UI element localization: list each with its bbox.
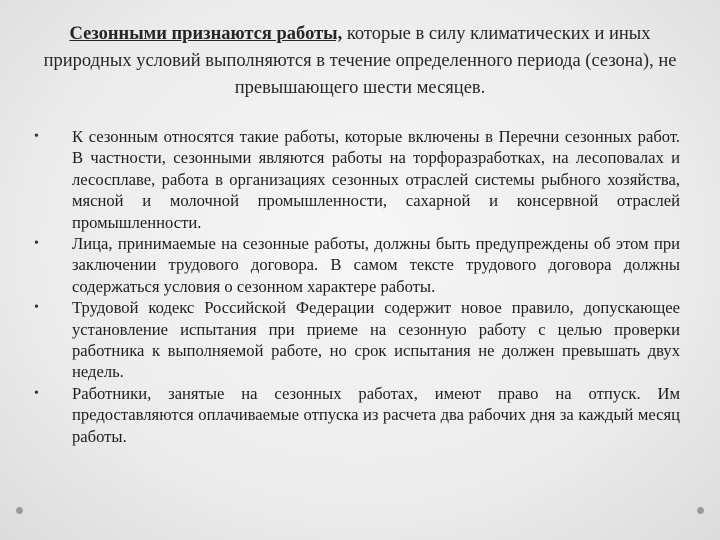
bullet-text: К сезонным относятся такие работы, которые включены в Перечни сезонных работ. В частности, сезонными являются работы на торфоразработках, на лесоповалах и лесосплаве, работа в организациях сезонных отраслей системы рыбного хозяйства, мясной и молочной промышленности, сахарной и консервной отраслей промышленности.	[72, 127, 680, 232]
corner-dot-left-icon	[16, 507, 23, 514]
bullet-dot-icon: •	[34, 385, 39, 401]
bullet-dot-icon: •	[34, 236, 39, 252]
bullet-item	[34, 126, 680, 233]
bullet-dot-icon: •	[34, 129, 39, 144]
bullet-text: Лица, принимаемые на сезонные работы, должны быть предупреждены об этом при заключении трудового договора. В самом тексте трудового договора должны содержаться условия о сезонном характере работы.	[72, 234, 680, 296]
slide-title	[38, 21, 682, 102]
bullet-item	[34, 297, 680, 383]
bullet-dot-icon: •	[34, 300, 39, 316]
bullet-list	[34, 126, 680, 447]
bullet-item	[34, 383, 680, 447]
bullet-text: Трудовой кодекс Российской Федерации содержит новое правило, допускающее установление испытания при приеме на сезонную работу с целью проверки работника к выполняемой работе, но срок испытания не должен превышать двух недель.	[72, 298, 680, 382]
bullet-item	[34, 233, 680, 297]
bullet-text: Работники, занятые на сезонных работах, имеют право на отпуск. Им предоставляются оплачиваемые отпуска из расчета два рабочих дня за каждый месяц работы.	[72, 383, 680, 446]
corner-dot-right-icon	[697, 507, 704, 514]
title-rest: которые в силу климатических и иных природных условий выполняются в течение определенного периода (сезона), не превышающего шести месяцев.	[43, 24, 677, 98]
title-lead: Сезонными признаются работы,	[69, 24, 343, 44]
